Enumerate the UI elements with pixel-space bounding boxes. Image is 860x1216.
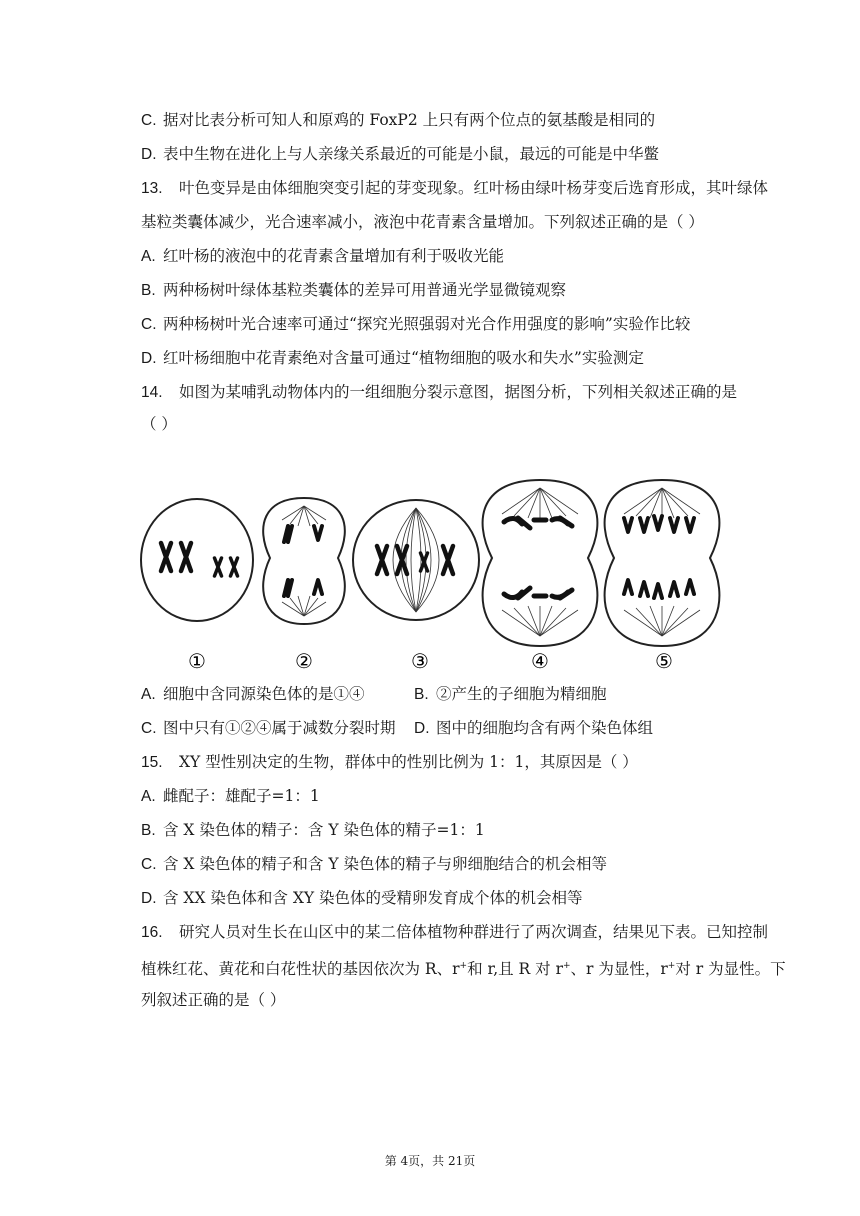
cell-4-diagram — [483, 480, 598, 646]
q13-option-c: C. 两种杨树叶光合速率可通过“探究光照强弱对光合作用强度的影响”实验作比较 — [141, 315, 691, 333]
q16-stem-line3: 列叙述正确的是（ ） — [141, 991, 286, 1009]
q14-option-c: C. 图中只有①②④属于减数分裂时期 — [141, 719, 396, 737]
q13-option-a: A. 红叶杨的液泡中的花青素含量增加有利于吸收光能 — [141, 247, 505, 265]
q14-option-b: B. ②产生的子细胞为精细胞 — [414, 685, 607, 703]
q14-option-a: A. 细胞中含同源染色体的是①④ — [141, 685, 365, 703]
q13-stem-line1: 13. 叶色变异是由体细胞突变引起的芽变现象。红叶杨由绿叶杨芽变后选育形成，其叶绿体 — [141, 179, 769, 197]
q15-option-d: D. 含 XX 染色体和含 XY 染色体的受精卵发育成个体的机会相等 — [141, 889, 583, 907]
cell-1-diagram — [141, 499, 253, 621]
q13-stem-line2: 基粒类囊体减少，光合速率减小，液泡中花青素含量增加。下列叙述正确的是（ ） — [141, 213, 704, 231]
figure-label-1: ① — [188, 649, 206, 673]
q14-stem-line2: （ ） — [141, 415, 177, 433]
q13-option-b: B. 两种杨树叶绿体基粒类囊体的差异可用普通光学显微镜观察 — [141, 281, 567, 299]
q13-number: 13. — [141, 180, 163, 197]
cell-division-svg — [138, 474, 728, 674]
q15-stem: 15. XY 型性别决定的生物，群体中的性别比例为 1：1，其原因是（ ） — [141, 753, 638, 771]
cell-5-diagram — [605, 480, 720, 646]
cell-2-diagram — [263, 498, 345, 624]
page-footer: 第 4页，共 21页 — [384, 1154, 476, 1168]
q16-stem-line1: 16. 研究人员对生长在山区中的某二倍体植物种群进行了两次调查，结果见下表。已知控制 — [141, 923, 769, 941]
cell-division-figure — [138, 474, 728, 674]
q15-option-a: A. 雌配子：雄配子=1：1 — [141, 787, 320, 805]
figure-label-2: ② — [295, 649, 313, 673]
q12-option-d: D. 表中生物在进化上与人亲缘关系最近的可能是小鼠，最远的可能是中华鳖 — [141, 145, 660, 163]
figure-label-3: ③ — [411, 649, 429, 673]
q14-number: 14. — [141, 384, 163, 401]
q15-option-b: B. 含 X 染色体的精子：含 Y 染色体的精子=1：1 — [141, 821, 485, 839]
q13-option-d: D. 红叶杨细胞中花青素绝对含量可通过“植物细胞的吸水和失水”实验测定 — [141, 349, 644, 367]
figure-label-5: ⑤ — [655, 649, 673, 673]
q12-option-c: C. 据对比表分析可知人和原鸡的 FoxP2 上只有两个位点的氨基酸是相同的 — [141, 111, 656, 129]
q14-option-d: D. 图中的细胞均含有两个染色体组 — [414, 719, 654, 737]
figure-label-4: ④ — [531, 649, 549, 673]
q15-number: 15. — [141, 754, 163, 771]
q16-number: 16. — [141, 924, 163, 941]
q15-option-c: C. 含 X 染色体的精子和含 Y 染色体的精子与卵细胞结合的机会相等 — [141, 855, 607, 873]
q14-stem-line1: 14. 如图为某哺乳动物体内的一组细胞分裂示意图，据图分析，下列相关叙述正确的是 — [141, 383, 738, 401]
cell-3-diagram — [353, 500, 479, 620]
q16-stem-line2: 植株红花、黄花和白花性状的基因依次为 R、r+和 r,且 R 对 r+、r 为显性，r+对 r 为显性。下 — [141, 960, 786, 979]
